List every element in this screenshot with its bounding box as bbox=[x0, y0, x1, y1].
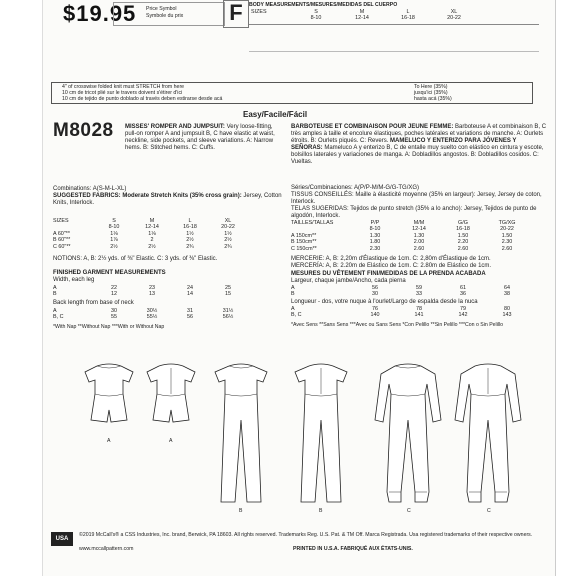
yardage-row bbox=[51, 244, 247, 250]
row-label: B bbox=[291, 239, 295, 246]
size-range-cell: 20-22 bbox=[500, 226, 514, 233]
description-heading: MISSES' ROMPER AND JUMPSUIT: bbox=[125, 124, 225, 130]
size-cell: M/M bbox=[413, 220, 425, 226]
size-range-cell: 8-10 bbox=[369, 226, 381, 233]
fr-yardage-table bbox=[289, 220, 529, 252]
length-cell: 55½ bbox=[146, 314, 158, 321]
row-label: A bbox=[291, 285, 295, 291]
row-label: B bbox=[53, 291, 57, 298]
width-cell: 13 bbox=[149, 291, 155, 298]
fr-combinations: Séries/Combinaciones: A(P/P-M/M-G/G-TG/XG) bbox=[291, 185, 420, 191]
yardage-cell: 1⅛ bbox=[110, 230, 118, 237]
width-cell: 59 bbox=[416, 285, 422, 291]
back-length-row bbox=[51, 314, 247, 320]
yardage-cell: 2 bbox=[150, 237, 154, 244]
size-cell: L bbox=[188, 218, 192, 224]
length-cell: 140 bbox=[370, 312, 380, 319]
english-nap-note: *With Nap **Without Nap ***With or Without Nap bbox=[53, 324, 165, 330]
view-label: B bbox=[319, 508, 323, 514]
length-cell: 80 bbox=[504, 306, 510, 312]
yardage-cell: 1.30 bbox=[369, 232, 381, 239]
yardage-cell: 2½ bbox=[110, 243, 118, 250]
row-label: B bbox=[53, 237, 57, 244]
fabrics-list: Jersey, Cotton Knits, Interlock. bbox=[53, 193, 282, 206]
size-range-cell: 16-18 bbox=[183, 224, 197, 231]
stretch-right-3: hasta acá (35%) bbox=[414, 96, 452, 102]
body-measurements-header bbox=[249, 2, 539, 52]
yardage-cell: 1.80 bbox=[369, 239, 381, 246]
stretch-line-2: 10 cm de tricot plié sur le travers doivent s'étirer d'ici bbox=[62, 90, 183, 96]
yardage-cell: 2.60 bbox=[501, 245, 513, 252]
es-fabrics: TELAS SUGERIDAS: Tejidos de punto stretch (35% a lo ancho): Jersey, Tejidos de punto de algodón, Interlock. bbox=[291, 206, 537, 219]
pattern-envelope-back bbox=[42, 0, 556, 576]
row-label: A bbox=[53, 285, 57, 291]
sizes-label: SIZES bbox=[53, 218, 69, 224]
view-label: B bbox=[239, 508, 243, 514]
romper-front-drawing bbox=[83, 360, 135, 440]
length-cell: 142 bbox=[458, 312, 468, 319]
size-range-cell: 12-14 bbox=[355, 15, 369, 22]
romper-back-drawing bbox=[145, 360, 197, 440]
width-cell: 38 bbox=[504, 291, 510, 298]
yardage-cell: 2¾ bbox=[224, 243, 232, 250]
width-cell: 14 bbox=[187, 291, 193, 298]
size-range-cell: 8-10 bbox=[108, 224, 120, 231]
size-table bbox=[249, 9, 477, 22]
yardage-cell: 2½ bbox=[224, 237, 232, 244]
width-cell: 36 bbox=[460, 291, 466, 298]
width-row bbox=[289, 291, 529, 297]
stretch-right-1: To Here (35%) bbox=[414, 84, 448, 90]
fr-finished-heading: MESURES DU VÊTEMENT FINI/MEDIDAS DE LA PRENDA ACABADA bbox=[291, 271, 486, 277]
length-cell: 78 bbox=[416, 306, 422, 312]
view-label: A bbox=[107, 438, 111, 444]
size-cell: P/P bbox=[370, 220, 380, 226]
row-label: B, C bbox=[291, 312, 302, 319]
yardage-cell: 2.20 bbox=[457, 239, 469, 246]
yardage-cell: 2½ bbox=[186, 237, 194, 244]
yardage-cell: 2.30 bbox=[369, 245, 381, 252]
yardage-cell: 1½ bbox=[186, 230, 194, 237]
row-width: 60"** bbox=[58, 243, 71, 250]
price-symbol-box bbox=[113, 2, 225, 26]
usa-logo: USA bbox=[51, 532, 73, 546]
easy-label: Easy/Facile/Fácil bbox=[243, 110, 308, 119]
es-description-text: Mameluco A y enterizo B, C de entalle muy suelto con elástico en cintura y escote, bolsillos laterales y variaciones de manga. A: Dobladillos angostos. B: Dobladillos cosidos. C: Vueltas. bbox=[291, 145, 544, 165]
width-cell: 15 bbox=[225, 291, 231, 298]
english-width-table bbox=[51, 285, 247, 298]
length-cell: 30½ bbox=[146, 308, 158, 314]
sizes-label: TAILLES/TALLAS bbox=[291, 220, 334, 226]
width-cell: 30 bbox=[372, 291, 378, 298]
size-cell: M bbox=[359, 9, 365, 15]
view-label: A bbox=[169, 438, 173, 444]
width-cell: 25 bbox=[225, 285, 231, 291]
stretch-right-2: jusqu'ici (35%) bbox=[414, 90, 448, 96]
sizes-label: SIZES bbox=[251, 9, 267, 15]
english-fabrics bbox=[53, 193, 283, 207]
yardage-row bbox=[289, 246, 529, 252]
width-cell: 61 bbox=[460, 285, 466, 291]
jumpsuit-back-drawing bbox=[293, 360, 349, 510]
fr-fabrics: TISSUS CONSEILLÉS: Maille à élasticité moyenne (35% en largeur): Jersey, Jersey de coton, Interlock. bbox=[291, 192, 542, 205]
english-combinations: Combinations: A(S-M-L-XL) bbox=[53, 186, 127, 192]
row-label: C bbox=[53, 243, 57, 250]
es-merceria: MERCERÍA: A, B: 2.20m de Elástico de 1cm. C: 2.80m de Elástico de 1cm. bbox=[291, 263, 492, 269]
length-cell: 143 bbox=[502, 312, 512, 319]
width-cell: 12 bbox=[111, 291, 117, 298]
width-cell: 33 bbox=[416, 291, 422, 298]
size-cell: XL bbox=[224, 218, 232, 224]
english-notions: NOTIONS: A, B: 2½ yds. of ⅜" Elastic. C: 3 yds. of ⅜" Elastic. bbox=[53, 256, 218, 262]
size-cell: G/G bbox=[458, 220, 468, 226]
row-label: A bbox=[53, 230, 57, 237]
yardage-cell: 1⅞ bbox=[110, 237, 118, 244]
length-cell: 56 bbox=[187, 314, 193, 321]
made-in: PRINTED IN U.S.A. FABRIQUÉ AUX ÉTATS-UNIS. bbox=[293, 546, 413, 552]
copyright: ©2019 McCall's® a CSS Industries, Inc. brand, Berwick, PA 18603. All rights reserved. Trademarks Reg. U.S. Pat. & TM Off. Marca Registrada. Usa registered trademarks of their respective owners. bbox=[79, 532, 533, 538]
yardage-cell: 2.30 bbox=[501, 239, 513, 246]
width-cell: 22 bbox=[111, 285, 117, 291]
size-cell: TG/XG bbox=[498, 220, 516, 226]
size-range-cell: 16-18 bbox=[401, 15, 415, 22]
length-cell: 141 bbox=[414, 312, 424, 319]
width-cell: 64 bbox=[504, 285, 510, 291]
yardage-cell: 2¾ bbox=[186, 243, 194, 250]
row-label: B, C bbox=[53, 314, 64, 321]
size-cell: S bbox=[314, 9, 318, 15]
size-cell: S bbox=[112, 218, 116, 224]
english-description bbox=[125, 124, 283, 152]
yardage-cell: 1.30 bbox=[413, 232, 425, 239]
row-width: 150cm** bbox=[296, 239, 317, 246]
fabrics-body: Moderate Stretch Knits (35% cross grain): bbox=[122, 193, 242, 199]
fr-description-text: Barboteuse A et combinaison B, C très amples à taille et encolure élastiques, poches latérales et variations de manche. A: Ourlets étroits. B: Ourlets piqués. C: Revers. bbox=[291, 124, 547, 144]
yardage-cell: 2.60 bbox=[457, 245, 469, 252]
size-cell: XL bbox=[450, 9, 458, 15]
price-symbol-label: Price Symbol bbox=[146, 6, 177, 12]
fabrics-heading: SUGGESTED FABRICS: bbox=[53, 193, 121, 199]
yardage-cell: 1½ bbox=[224, 230, 232, 237]
price: $19.95 bbox=[63, 1, 137, 26]
stretch-guide bbox=[51, 82, 533, 104]
english-finished-heading: FINISHED GARMENT MEASUREMENTS bbox=[53, 270, 166, 276]
view-label: C bbox=[487, 508, 491, 514]
length-cell: 56½ bbox=[222, 314, 234, 321]
row-width: 150cm** bbox=[295, 232, 317, 239]
length-cell: 31½ bbox=[222, 308, 234, 314]
size-range-cell: 16-18 bbox=[456, 226, 470, 233]
fr-width-label: Largeur, chaque jambe/Ancho, cada pierna bbox=[291, 278, 406, 284]
row-width: 150cm** bbox=[296, 245, 317, 252]
row-label: A bbox=[291, 232, 295, 239]
yardage-cell: 1⅛ bbox=[148, 230, 156, 237]
fr-mercerie: MERCERIE: A, B: 2,20m d'Élastique de 1cm. C: 2,80m d'Élastique de 1cm. bbox=[291, 256, 491, 262]
size-cell: M bbox=[149, 218, 155, 224]
yardage-cell: 2.60 bbox=[413, 245, 425, 252]
row-label: B bbox=[291, 291, 295, 298]
width-row bbox=[51, 291, 247, 297]
size-code: F bbox=[223, 0, 249, 28]
fr-back-length-table bbox=[289, 306, 529, 319]
length-cell: 79 bbox=[460, 306, 466, 312]
length-cell: 76 bbox=[372, 306, 378, 312]
row-width: 60"** bbox=[57, 230, 70, 237]
french-spanish-description bbox=[291, 124, 547, 166]
description-text: Very loose-fitting, pull-on romper A and jumpsuit B, C have elastic at waist, neckline, side pockets, and sleeve variations. A: Narrow hems. B: Stitched hems. C: Cuffs. bbox=[125, 124, 275, 151]
row-label: C bbox=[291, 245, 295, 252]
english-width-label: Width, each leg bbox=[53, 277, 95, 283]
yardage-cell: 2½ bbox=[148, 243, 156, 250]
width-cell: 23 bbox=[149, 285, 155, 291]
english-back-length-label: Back length from base of neck bbox=[53, 300, 134, 306]
size-range-cell: 12-14 bbox=[412, 226, 426, 233]
back-length-row bbox=[289, 312, 529, 318]
size-range-cell: 20-22 bbox=[447, 15, 461, 22]
stretch-line-1: 4" of crosswise folded knit must STRETCH from here bbox=[62, 84, 185, 90]
jumpsuit-front-drawing bbox=[213, 360, 269, 510]
website: www.mccallpattern.com bbox=[79, 546, 134, 552]
width-cell: 24 bbox=[187, 285, 193, 291]
fr-nap-note: *Avec Sens **Sans Sens ***Avec ou Sans Sens *Con Pelillo **Sin Pelillo ***Con o Sin Pelillo bbox=[291, 322, 504, 328]
pattern-number: M8028 bbox=[53, 120, 114, 141]
jumpsuit-long-sleeve-back-drawing bbox=[453, 360, 523, 510]
size-range-cell: 8-10 bbox=[310, 15, 322, 22]
fr-back-length-label: Longueur - dos, votre nuque à l'ourlet/Largo de espalda desde la nuca bbox=[291, 299, 478, 305]
yardage-cell: 1.50 bbox=[501, 232, 513, 239]
stretch-line-3: 10 cm de tejido de punto doblado al través deben estirarse desde acá bbox=[62, 96, 223, 102]
jumpsuit-long-sleeve-front-drawing bbox=[373, 360, 443, 510]
yardage-cell: 1.50 bbox=[457, 232, 469, 239]
length-cell: 30 bbox=[111, 308, 117, 314]
view-label: C bbox=[407, 508, 411, 514]
price-symbol-label-fr: Symbole du prix bbox=[146, 13, 184, 19]
size-range-cell: 12-14 bbox=[145, 224, 159, 231]
row-width: 60"** bbox=[58, 237, 71, 244]
length-cell: 55 bbox=[111, 314, 117, 321]
fr-width-table bbox=[289, 285, 529, 298]
garment-drawings bbox=[83, 360, 523, 520]
body-measurements-title: BODY MEASUREMENTS/MESURES/MEDIDAS DEL CUERPO bbox=[249, 2, 398, 8]
length-cell: 31 bbox=[187, 308, 193, 314]
width-cell: 56 bbox=[372, 285, 378, 291]
row-label: A bbox=[53, 308, 57, 314]
es-description-heading: MAMELUCO Y ENTERIZO PARA JÓVENES Y SEÑORAS: bbox=[291, 138, 517, 151]
size-range-cell: 20-22 bbox=[221, 224, 235, 231]
row-label: A bbox=[291, 306, 295, 312]
fr-description-heading: BARBOTEUSE ET COMBINAISON POUR JEUNE FEMME: bbox=[291, 124, 454, 130]
size-cell: L bbox=[406, 9, 410, 15]
yardage-cell: 2.00 bbox=[413, 239, 425, 246]
english-yardage-table bbox=[51, 218, 247, 250]
english-back-length-table bbox=[51, 308, 247, 321]
